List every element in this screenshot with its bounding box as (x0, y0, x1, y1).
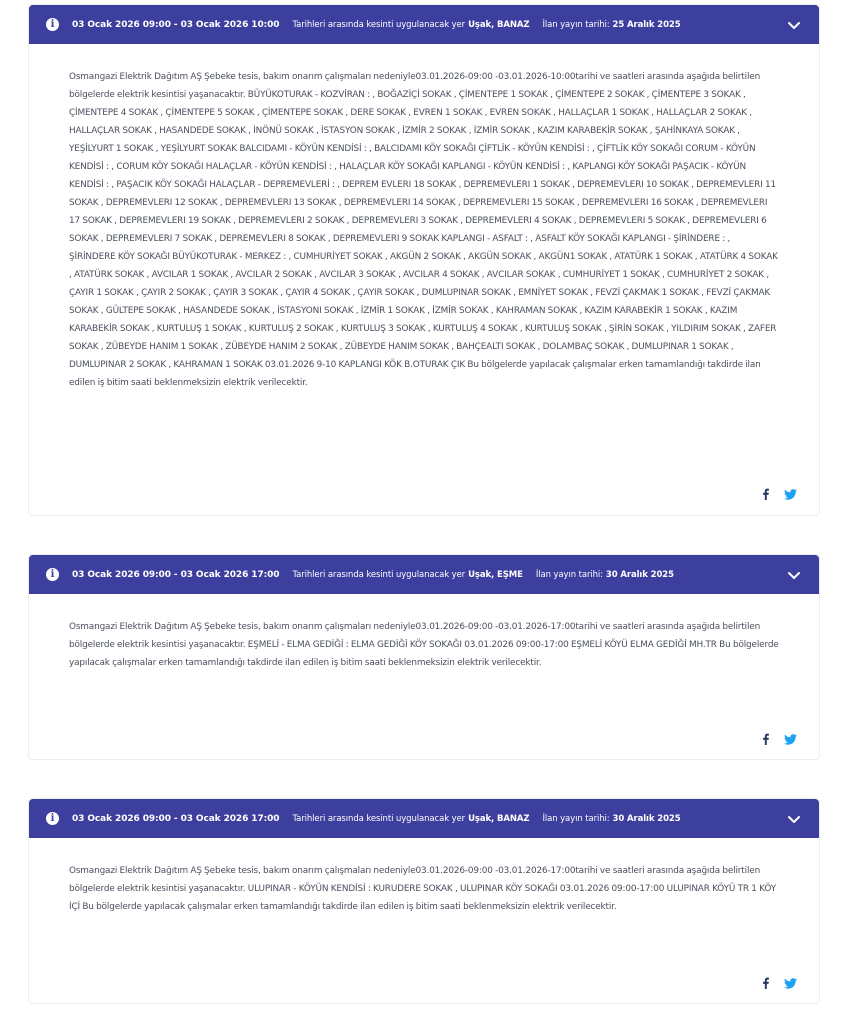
publish-date: 30 Aralık 2025 (605, 569, 674, 580)
outage-location: Uşak, BANAZ (468, 813, 530, 824)
facebook-icon[interactable] (761, 977, 770, 989)
twitter-icon[interactable] (784, 489, 797, 500)
outage-date-range: 03 Ocak 2026 09:00 - 03 Ocak 2026 10:00 (72, 19, 280, 30)
info-icon: i (46, 812, 59, 825)
publish-date-label: İlan yayın tarihi: (542, 19, 610, 30)
facebook-icon[interactable] (761, 488, 770, 500)
outage-description: Tarihleri arasında kesinti uygulanacak yer (292, 569, 466, 580)
publish-date-label: İlan yayın tarihi: (542, 813, 610, 824)
card-header[interactable] (29, 5, 819, 44)
card-header[interactable] (29, 555, 819, 594)
info-icon: i (46, 18, 59, 31)
facebook-icon[interactable] (761, 733, 770, 745)
outage-description: Tarihleri arasında kesinti uygulanacak yer (292, 813, 466, 824)
twitter-icon[interactable] (784, 978, 797, 989)
outage-body: Osmangazi Elektrik Dağıtım AŞ Şebeke tesis, bakım onarım çalışmaları nedeniyle03.01.2026-09:00 -03.01.2026-17:00tarihi ve saatleri arasında aşağıda belirtilen bölgelerde elektrik kesintisi yaşanacaktır. ULUPINAR - KÖYÜN KENDİSİ : KURUDERE SOKAK , ULUPINAR KÖY SOKAĞI 03.01.2026 09:00-17:00 ULUPINAR KÖYÜ TR 1 KÖY İÇİ Bu bölgelerde yapılacak çalışmalar erken tamamlandığı takdirde ilan edilen iş bitim saati beklenmeksizin elektrik verilecektir. (69, 866, 776, 912)
outage-card (28, 554, 820, 760)
twitter-icon[interactable] (784, 734, 797, 745)
outage-location: Uşak, EŞME (468, 569, 523, 580)
chevron-down-icon[interactable] (787, 18, 801, 32)
outage-date-range: 03 Ocak 2026 09:00 - 03 Ocak 2026 17:00 (72, 569, 280, 580)
card-header[interactable] (29, 799, 819, 838)
publish-date-label: İlan yayın tarihi: (535, 569, 603, 580)
outage-description: Tarihleri arasında kesinti uygulanacak yer (292, 19, 466, 30)
publish-date: 30 Aralık 2025 (612, 813, 681, 824)
publish-date: 25 Aralık 2025 (612, 19, 681, 30)
share-links (761, 733, 797, 745)
share-links (761, 488, 797, 500)
outage-date-range: 03 Ocak 2026 09:00 - 03 Ocak 2026 17:00 (72, 813, 280, 824)
outage-body: Osmangazi Elektrik Dağıtım AŞ Şebeke tesis, bakım onarım çalışmaları nedeniyle03.01.2026-09:00 -03.01.2026-10:00tarihi ve saatleri arasında aşağıda belirtilen bölgelerde elektrik kesintisi yaşanacaktır. BÜYÜKOTURAK - KOZVİRAN : , BOĞAZİÇİ SOKAK , ÇİMENTEPE 1 SOKAK , ÇİMENTEPE 2 SOKAK , ÇİMENTEPE 3 SOKAK , ÇİMENTEPE 4 SOKAK , ÇİMENTEPE 5 SOKAK , ÇİMENTEPE SOKAK , DERE SOKAK , EVREN 1 SOKAK , EVREN SOKAK , HALLAÇLAR 1 SOKAK , HALLAÇLAR 2 SOKAK , HALLAÇLAR SOKAK , HASANDEDE SOKAK , İNÖNÜ SOKAK , İSTASYON SOKAK , İZMİR 2 SOKAK , İZMİR SOKAK , KAZIM KARABEKİR SOKAK , ŞAHİNKAYA SOKAK , YEŞİLYURT 1 SOKAK , YEŞİLYURT SOKAK BALCIDAMI - KÖYÜN KENDİSİ : , BALCIDAMI KÖY SOKAĞI ÇİFTLİK - KÖYÜN KENDİSİ : , ÇİFTLİK KÖY SOKAĞI CORUM - KÖYÜN KENDİSİ : , CORUM KÖY SOKAĞI HALAÇLAR - KÖYÜN KENDİSİ : , HALAÇLAR KÖY SOKAĞI KAPLANGI - KÖYÜN KENDİSİ : , KAPLANGI KÖY SOKAĞI PAŞACIK - KÖYÜN KENDİSİ : , PAŞACIK KÖY SOKAĞI HALAÇLAR - DEPREMEVLERİ : , DEPREM EVLERI 18 SOKAK , DEPREMEVLERI 1 SOKAK , DEPREMEVLERI 10 SOKAK , DEPREMEVLERI 11 SOKAK , DEPREMEVLERI 12 SOKAK , DEPREMEVLERI 13 SOKAK , DEPREMEVLERI 14 SOKAK , DEPREMEVLERI 15 SOKAK , DEPREMEVLERI 16 SOKAK , DEPREMEVLERI 17 SOKAK , DEPREMEVLERI 19 SOKAK , DEPREMEVLERI 2 SOKAK , DEPREMEVLERI 3 SOKAK , DEPREMEVLERI 4 SOKAK , DEPREMEVLERI 5 SOKAK , DEPREMEVLERI 6 SOKAK , DEPREMEVLERI 7 SOKAK , DEPREMEVLERI 8 SOKAK , DEPREMEVLERI 9 SOKAK KAPLANGI - ASFALT : , ASFALT KÖY SOKAĞI KAPLANGI - ŞİRİNDERE : , ŞİRİNDERE KÖY SOKAĞI BÜYÜKOTURAK - MERKEZ : , CUMHURİYET SOKAK , AKGÜN 2 SOKAK , AKGÜN SOKAK , AKGÜN1 SOKAK , ATATÜRK 1 SOKAK , ATATÜRK 4 SOKAK , ATATÜRK SOKAK , AVCILAR 1 SOKAK , AVCILAR 2 SOKAK , AVCILAR 3 SOKAK , AVCILAR 4 SOKAK , AVCILAR SOKAK , CUMHURİYET 1 SOKAK , CUMHURİYET 2 SOKAK , ÇAYIR 1 SOKAK , ÇAYIR 2 SOKAK , ÇAYIR 3 SOKAK , ÇAYIR 4 SOKAK , ÇAYIR SOKAK , DUMLUPINAR SOKAK , EMNİYET SOKAK , FEVZİ ÇAKMAK 1 SOKAK , FEVZİ ÇAKMAK SOKAK , GÜLTEPE SOKAK , HASANDEDE SOKAK , İSTASYONI SOKAK , İZMİR 1 SOKAK , İZMİR SOKAK , KAHRAMAN SOKAK , KAZIM KARABEKİR 1 SOKAK , KAZIM KARABEKİR SOKAK , KURTULUŞ 1 SOKAK , KURTULUŞ 2 SOKAK , KURTULUŞ 3 SOKAK , KURTULUŞ 4 SOKAK , KURTULUŞ SOKAK , ŞİRİN SOKAK , YILDIRIM SOKAK , ZAFER SOKAK , ZÜBEYDE HANIM 1 SOKAK , ZÜBEYDE HANIM 2 SOKAK , ZÜBEYDE HANIM SOKAK , BAHÇEALTI SOKAK , DOLAMBAÇ SOKAK , DUMLUPINAR 1 SOKAK , DUMLUPINAR 2 SOKAK , KAHRAMAN 1 SOKAK 03.01.2026 9-10 KAPLANGI KÖK B.OTURAK ÇIK Bu bölgelerde yapılacak çalışmalar erken tamamlandığı takdirde ilan edilen iş bitim saati beklenmeksizin elektrik verilecektir. (69, 72, 778, 388)
chevron-down-icon[interactable] (787, 812, 801, 826)
outage-location: Uşak, BANAZ (468, 19, 530, 30)
chevron-down-icon[interactable] (787, 568, 801, 582)
outage-card (28, 798, 820, 1004)
outage-body: Osmangazi Elektrik Dağıtım AŞ Şebeke tesis, bakım onarım çalışmaları nedeniyle03.01.2026-09:00 -03.01.2026-17:00tarihi ve saatleri arasında aşağıda belirtilen bölgelerde elektrik kesintisi yaşanacaktır. EŞMELİ - ELMA GEDİĞİ : ELMA GEDİĞİ KÖY SOKAĞI 03.01.2026 09:00-17:00 EŞMELİ KÖYÜ ELMA GEDİĞİ MH.TR Bu bölgelerde yapılacak çalışmalar erken tamamlandığı takdirde ilan edilen iş bitim saati beklenmeksizin elektrik verilecektir. (69, 622, 779, 668)
info-icon: i (46, 568, 59, 581)
share-links (761, 977, 797, 989)
outage-card (28, 4, 820, 516)
